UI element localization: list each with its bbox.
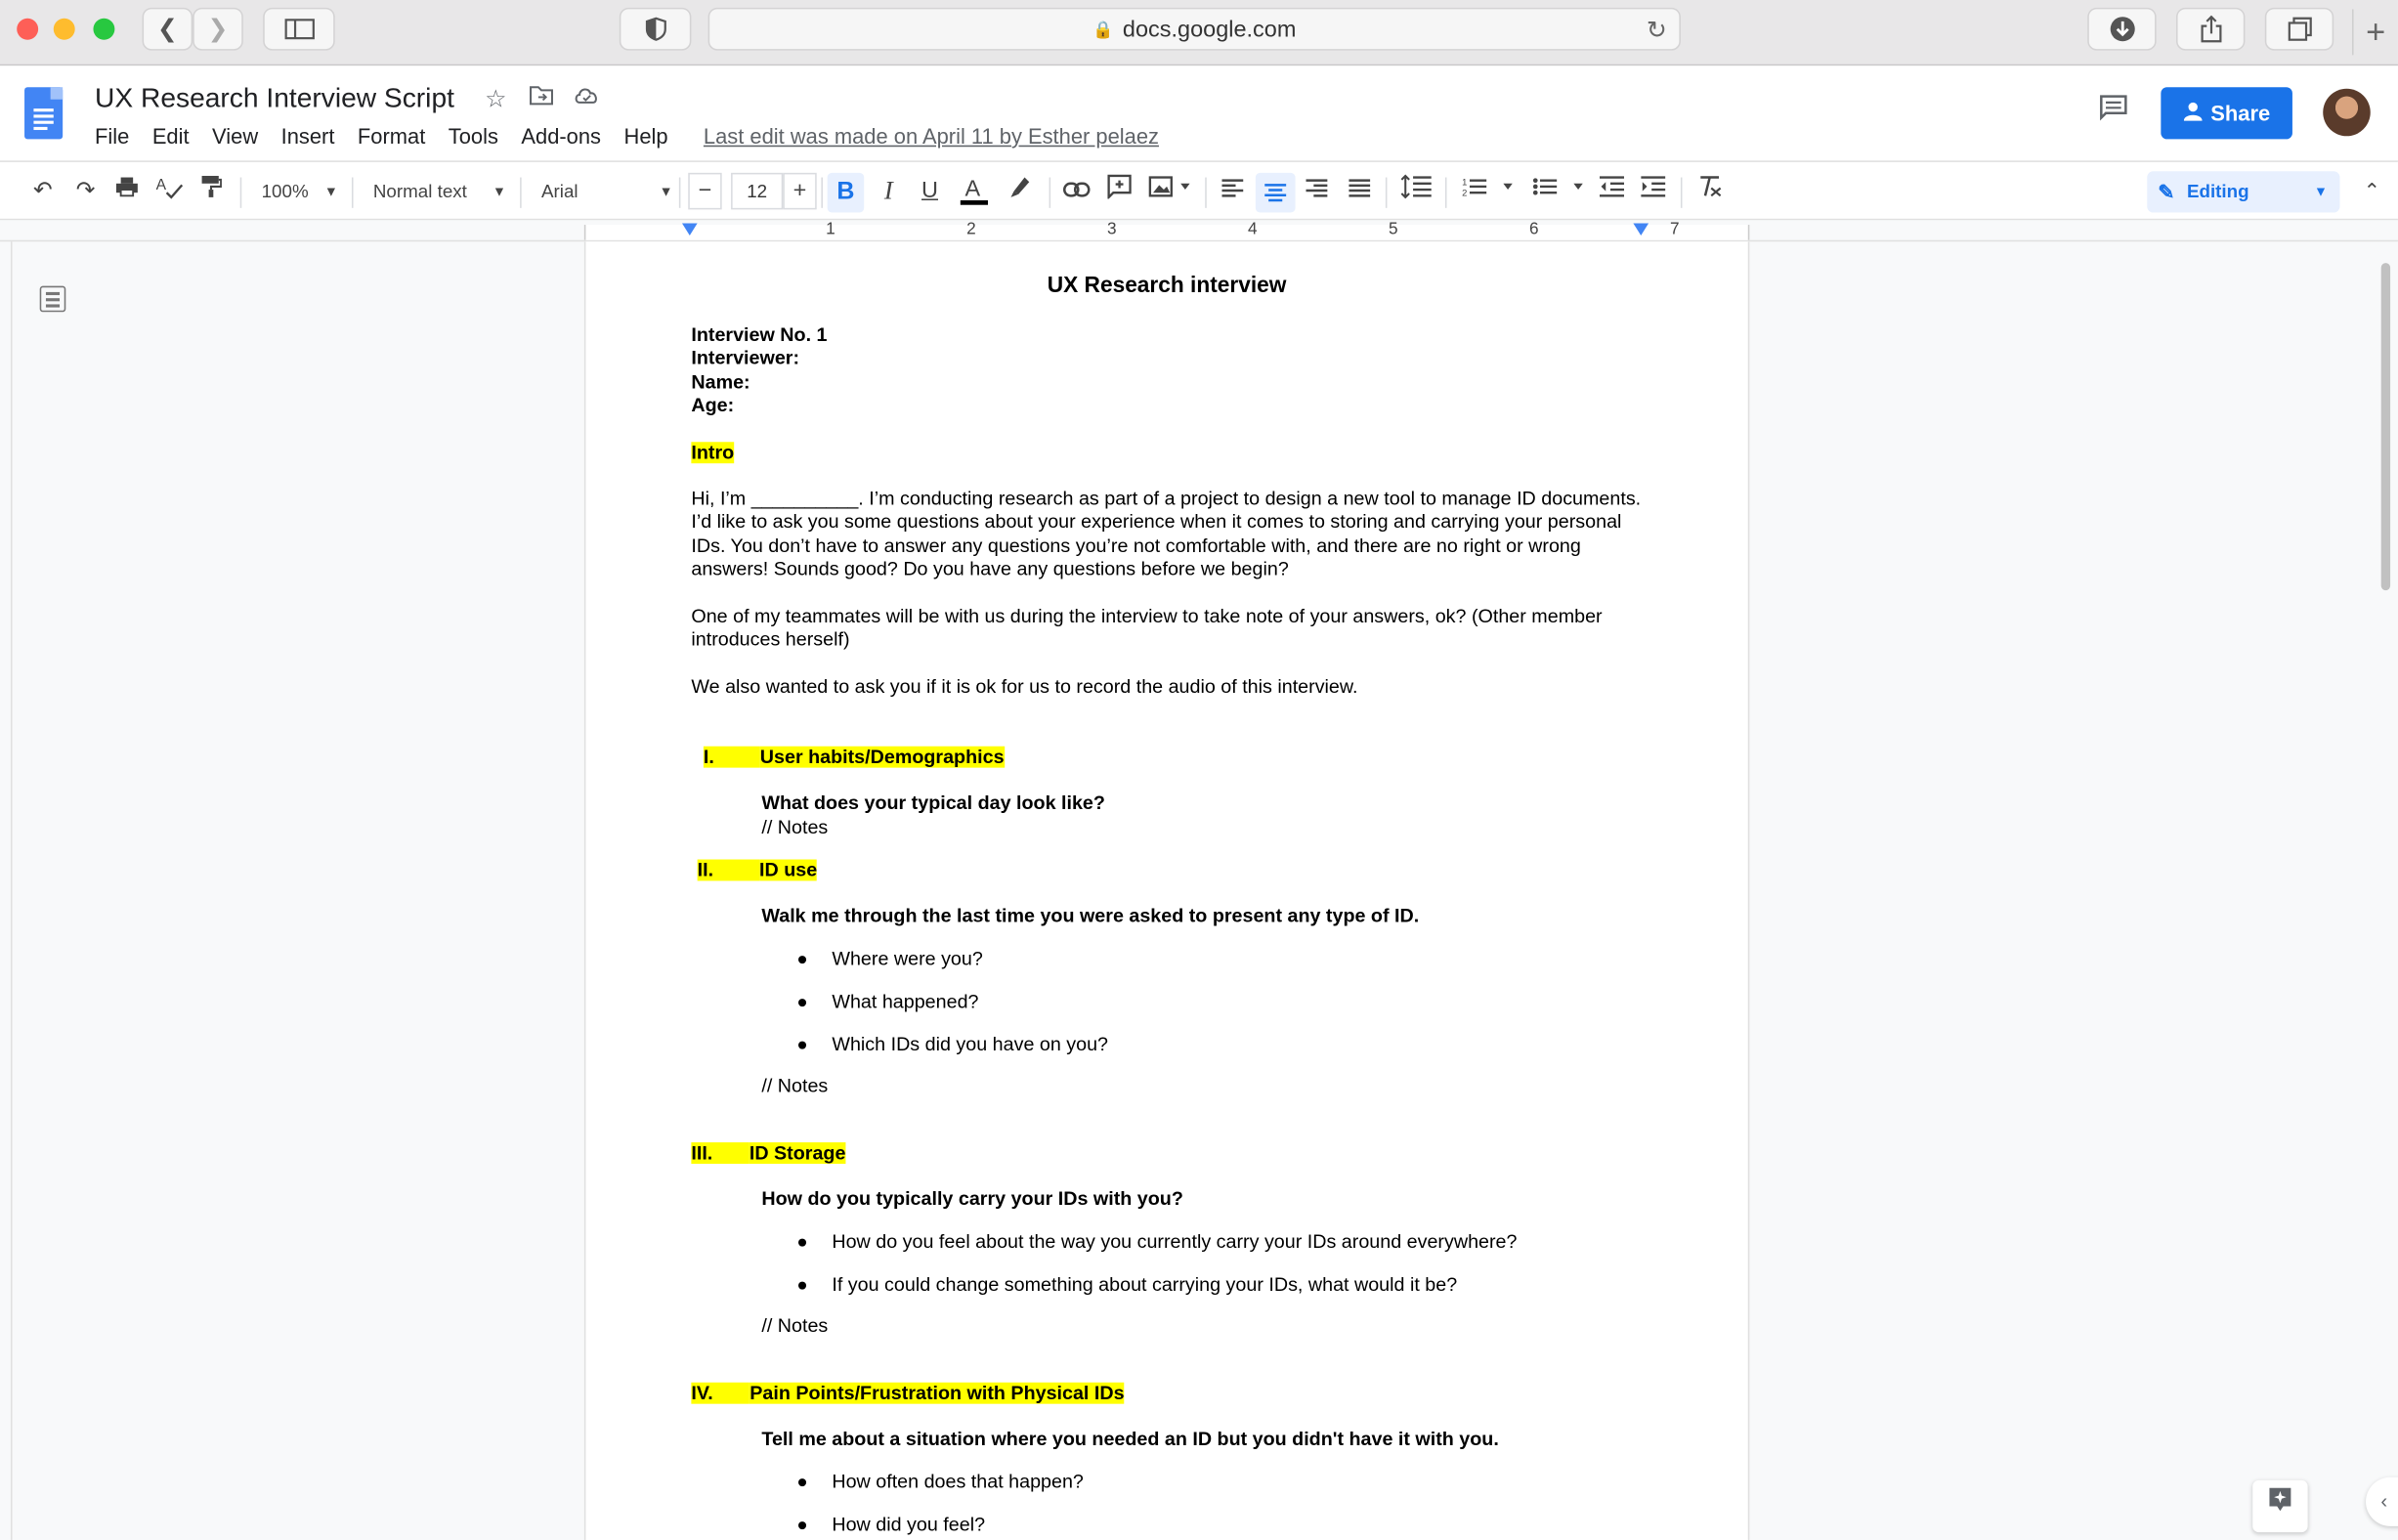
bullet-icon: ● xyxy=(796,991,808,1013)
comment-history-icon[interactable] xyxy=(2098,93,2128,130)
section-notes: // Notes xyxy=(761,1314,829,1337)
intro-line: answers! Sounds good? Do you have any questions before we begin? xyxy=(691,558,1289,580)
align-left-icon[interactable] xyxy=(1218,174,1248,207)
ruler-number: 4 xyxy=(1248,220,1258,239)
minimize-window-button[interactable] xyxy=(54,19,75,40)
shield-icon xyxy=(645,17,666,41)
bullet-icon: ● xyxy=(796,1514,808,1536)
fullscreen-window-button[interactable] xyxy=(93,19,114,40)
editing-mode-select[interactable]: ✎ Editing ▼ xyxy=(2147,171,2339,212)
toolbar-divider xyxy=(821,178,823,208)
intro-line: IDs. You don’t have to answer any questions you’re not comfortable with, and there are no right or wrong xyxy=(691,535,1581,557)
explore-icon xyxy=(2266,1485,2293,1513)
ruler-number: 7 xyxy=(1669,220,1680,239)
ruler-number: 5 xyxy=(1389,220,1398,239)
caret-down-icon: ▼ xyxy=(659,183,673,199)
list-item: If you could change something about carrying your IDs, what would it be? xyxy=(832,1273,1458,1296)
formatting-toolbar xyxy=(0,160,2398,220)
ruler-number: 1 xyxy=(826,220,835,239)
bullet-icon: ● xyxy=(796,1471,808,1493)
person-lock-icon xyxy=(2183,101,2202,127)
section-number: I. xyxy=(704,747,760,768)
privacy-report-button[interactable] xyxy=(620,8,692,51)
toolbar-divider xyxy=(1049,178,1051,208)
right-indent-marker[interactable] xyxy=(1633,223,1649,235)
vertical-ruler xyxy=(0,241,13,1540)
section-heading: Pain Points/Frustration with Physical IDs xyxy=(749,1382,1125,1404)
section-notes: // Notes xyxy=(761,1075,829,1097)
list-item: How often does that happen? xyxy=(832,1471,1084,1493)
new-tab-button[interactable]: + xyxy=(2352,9,2398,55)
spellcheck-icon[interactable] xyxy=(154,174,185,207)
toolbar-divider xyxy=(1386,178,1388,208)
section-question: Walk me through the last time you were asked to present any type of ID. xyxy=(761,905,1420,927)
menu-insert[interactable]: Insert xyxy=(280,123,335,149)
font-family-select[interactable]: Arial ▼ xyxy=(541,174,673,207)
align-center-button[interactable] xyxy=(1256,173,1296,213)
list-item: What happened? xyxy=(832,991,979,1013)
font-size-input[interactable]: 12 xyxy=(731,173,783,210)
menu-view[interactable]: View xyxy=(212,123,259,149)
explore-button[interactable] xyxy=(2252,1480,2307,1532)
ruler-track xyxy=(584,225,1750,240)
browser-toolbar xyxy=(0,0,2398,65)
paint-format-icon[interactable] xyxy=(195,174,226,207)
zoom-select[interactable]: 100% ▼ xyxy=(262,174,338,207)
field-age: Age: xyxy=(691,394,735,416)
intro-line: introduces herself) xyxy=(691,628,850,651)
last-edit-link[interactable]: Last edit was made on April 11 by Esther pelaez xyxy=(703,123,1159,149)
section-heading: ID use xyxy=(759,859,818,881)
menu-format[interactable]: Format xyxy=(357,123,426,149)
ruler-number: 6 xyxy=(1529,220,1539,239)
align-center-icon xyxy=(1256,173,1296,213)
share-button[interactable]: Share xyxy=(2161,87,2292,139)
menu-help[interactable]: Help xyxy=(623,123,668,149)
menu-tools[interactable]: Tools xyxy=(448,123,498,149)
numbered-list-icon[interactable] xyxy=(1461,174,1519,207)
caret-down-icon: ▼ xyxy=(2313,183,2328,199)
menu-bar xyxy=(95,124,691,149)
decrease-indent-icon[interactable] xyxy=(1597,174,1627,207)
horizontal-ruler xyxy=(0,220,2398,241)
text-color-button[interactable] xyxy=(958,174,991,207)
list-item: How do you feel about the way you currently carry your IDs around everywhere? xyxy=(832,1230,1518,1253)
section-number: III. xyxy=(691,1142,749,1164)
tabs-icon xyxy=(2287,17,2311,41)
insert-comment-icon[interactable] xyxy=(1104,174,1135,207)
share-sheet-button[interactable] xyxy=(2176,8,2245,51)
download-icon xyxy=(2108,16,2135,43)
cloud-status-icon[interactable] xyxy=(574,84,601,113)
caret-down-icon: ▼ xyxy=(492,183,507,199)
toolbar-divider xyxy=(520,178,522,208)
highlight-color-icon[interactable] xyxy=(1005,174,1035,207)
docs-logo-icon[interactable] xyxy=(24,87,63,139)
chevron-left-icon: ❮ xyxy=(156,17,178,43)
url-text: docs.google.com xyxy=(1122,16,1297,43)
underline-button[interactable]: U xyxy=(921,177,939,204)
back-button[interactable] xyxy=(143,8,193,51)
document-heading: UX Research interview xyxy=(1047,274,1287,299)
sidebar-toggle-button[interactable] xyxy=(263,8,335,51)
account-avatar[interactable] xyxy=(2323,89,2371,137)
intro-line: Hi, I’m __________. I’m conducting research as part of a project to design a new tool to manage ID documents. xyxy=(691,488,1642,510)
document-page[interactable] xyxy=(584,241,1750,1540)
section-question: What does your typical day look like? xyxy=(761,791,1105,814)
sidebar-icon xyxy=(283,19,314,40)
list-item: Which IDs did you have on you? xyxy=(832,1033,1109,1055)
toolbar-divider xyxy=(240,178,242,208)
menu-edit[interactable]: Edit xyxy=(151,123,190,149)
move-folder-icon[interactable] xyxy=(529,84,553,113)
align-right-icon[interactable] xyxy=(1302,174,1332,207)
redo-icon[interactable]: ↷ xyxy=(75,177,96,204)
increase-font-size-button[interactable]: + xyxy=(783,173,816,210)
field-interviewer: Interviewer: xyxy=(691,347,800,369)
share-icon xyxy=(2200,16,2221,43)
vertical-scrollbar[interactable] xyxy=(2381,263,2390,590)
svg-text:2: 2 xyxy=(1462,187,1468,197)
paragraph-style-select[interactable]: Normal text ▼ xyxy=(373,174,506,207)
bullet-icon: ● xyxy=(796,1230,808,1253)
insert-link-icon[interactable] xyxy=(1061,174,1092,207)
svg-text:1: 1 xyxy=(1462,176,1468,188)
bold-button[interactable]: B xyxy=(828,173,865,213)
forward-button[interactable] xyxy=(193,8,243,51)
section-number: IV. xyxy=(691,1383,749,1404)
toolbar-divider xyxy=(1205,178,1207,208)
chevron-right-icon: ❯ xyxy=(207,17,229,43)
toolbar-divider xyxy=(1681,178,1683,208)
svg-text:A: A xyxy=(155,177,167,194)
section-heading: User habits/Demographics xyxy=(759,746,1005,768)
document-outline-icon[interactable] xyxy=(40,286,66,313)
section-heading: ID Storage xyxy=(749,1142,846,1164)
svg-text:A: A xyxy=(964,175,981,201)
toolbar-divider xyxy=(1445,178,1447,208)
line-spacing-icon[interactable] xyxy=(1399,174,1433,207)
caret-down-icon: ▼ xyxy=(323,183,338,199)
undo-icon[interactable]: ↶ xyxy=(32,177,53,204)
list-item: How did you feel? xyxy=(832,1514,986,1536)
ruler-number: 3 xyxy=(1107,220,1117,239)
list-item: Where were you? xyxy=(832,948,983,970)
reload-icon[interactable]: ↻ xyxy=(1646,18,1667,45)
insert-image-icon[interactable] xyxy=(1147,174,1193,207)
document-title[interactable]: UX Research Interview Script xyxy=(95,82,454,113)
docs-header xyxy=(0,65,2398,160)
hide-menus-icon[interactable]: ⌃ xyxy=(2363,179,2380,202)
field-name: Name: xyxy=(691,371,750,394)
toolbar-divider xyxy=(679,178,681,208)
italic-button[interactable]: I xyxy=(883,175,893,205)
address-bar[interactable] xyxy=(708,8,1681,51)
lock-icon: 🔒 xyxy=(1092,21,1114,39)
section-number: II. xyxy=(698,860,759,881)
tab-overview-button[interactable] xyxy=(2265,8,2334,51)
section-question: Tell me about a situation where you needed an ID but you didn't have it with you. xyxy=(761,1428,1499,1450)
increase-indent-icon[interactable] xyxy=(1638,174,1668,207)
side-panel-toggle[interactable] xyxy=(2366,1477,2398,1526)
clear-formatting-icon[interactable] xyxy=(1694,174,1725,207)
intro-line: I’d like to ask you some questions about your experience when it comes to storing and carrying your personal xyxy=(691,510,1622,533)
text-color-icon xyxy=(959,174,989,207)
left-indent-marker[interactable] xyxy=(682,223,698,235)
menu-addons[interactable]: Add-ons xyxy=(521,123,602,149)
ruler-number: 2 xyxy=(966,220,976,239)
bullet-icon: ● xyxy=(796,1273,808,1296)
section-notes: // Notes xyxy=(761,816,829,838)
intro-line: We also wanted to ask you if it is ok for us to record the audio of this interview. xyxy=(691,675,1358,698)
toolbar-divider xyxy=(352,178,354,208)
menu-file[interactable]: File xyxy=(95,123,130,149)
bullet-icon: ● xyxy=(796,948,808,970)
close-window-button[interactable] xyxy=(17,19,38,40)
downloads-button[interactable] xyxy=(2087,8,2156,51)
intro-line: One of my teammates will be with us during the interview to take note of your answers, ok? (Other member xyxy=(691,605,1603,627)
bulleted-list-icon[interactable] xyxy=(1531,174,1589,207)
star-icon[interactable]: ☆ xyxy=(485,87,507,113)
intro-heading: Intro xyxy=(691,442,735,464)
section-question: How do you typically carry your IDs with you? xyxy=(761,1188,1183,1210)
field-interview-no: Interview No. 1 xyxy=(691,323,828,346)
chevron-left-icon: ‹ xyxy=(2380,1489,2388,1513)
print-icon[interactable] xyxy=(111,174,142,207)
decrease-font-size-button[interactable]: − xyxy=(688,173,721,210)
bullet-icon: ● xyxy=(796,1033,808,1055)
justify-icon[interactable] xyxy=(1345,174,1375,207)
pencil-icon: ✎ xyxy=(2158,180,2175,204)
